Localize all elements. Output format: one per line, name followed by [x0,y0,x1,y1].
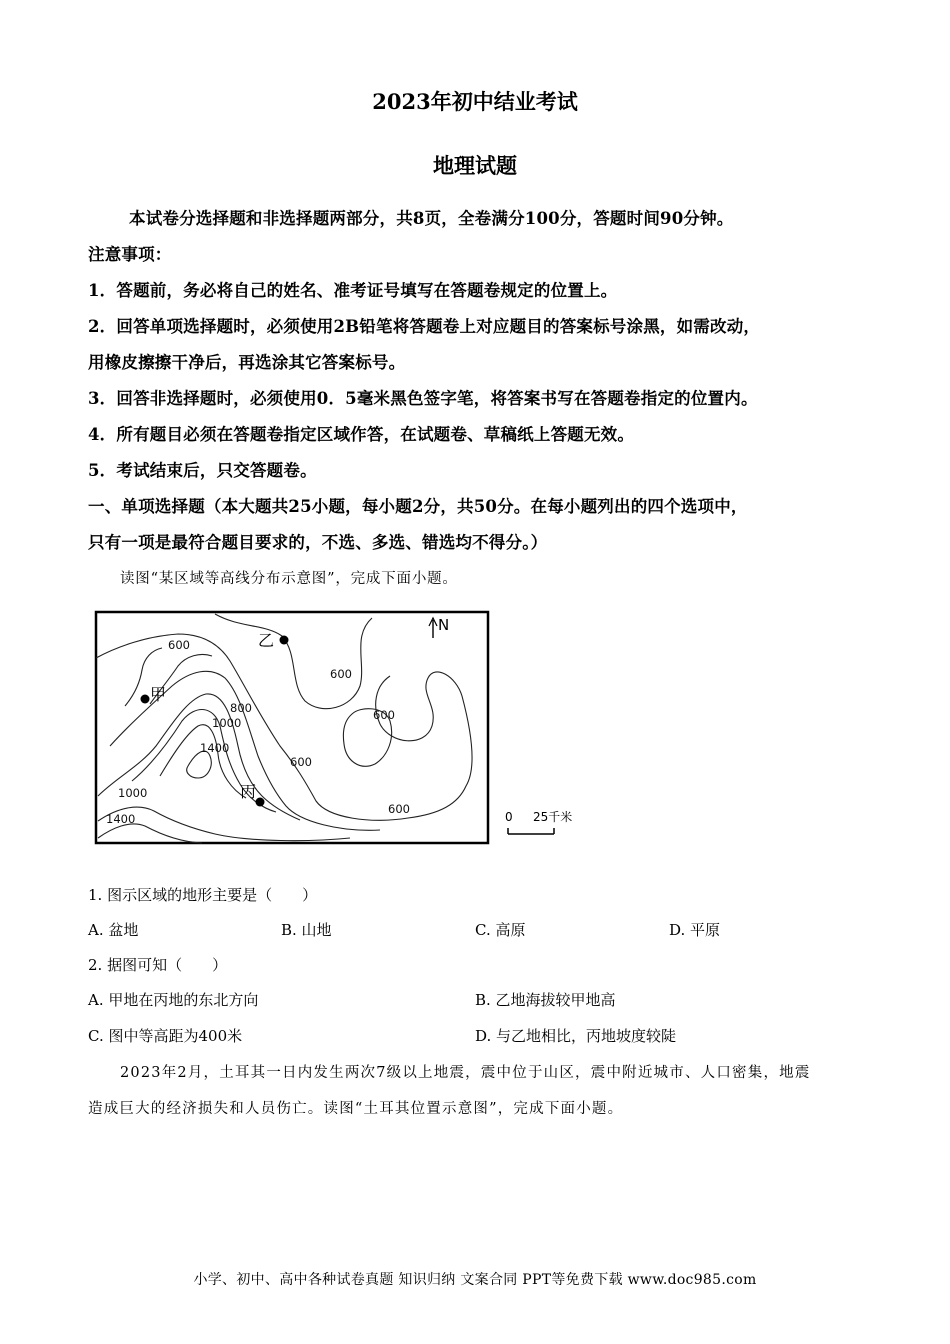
label-1400-a: 1400 [200,741,230,755]
scale-zero: 0 [505,810,513,824]
question-1-stem: 1. 图示区域的地形主要是（ ） [88,886,318,904]
question-2-option-a[interactable]: A. 甲地在丙地的东北方向 [88,991,259,1009]
label-1000-b: 1000 [118,786,148,800]
question-1-option-c[interactable]: C. 高原 [475,921,526,939]
notice-item-2-line-2: 用橡皮擦擦干净后，再选涂其它答案标号。 [88,353,406,372]
notice-item-4: 4．所有题目必须在答题卷指定区域作答，在试题卷、草稿纸上答题无效。 [88,425,635,444]
label-600-c: 600 [373,708,395,722]
question-2-option-d[interactable]: D. 与乙地相比，丙地坡度较陡 [475,1027,677,1045]
place-bing-label: 丙 [240,782,257,801]
place-yi-label: 乙 [258,631,275,650]
place-bing-dot [256,798,265,807]
notice-item-2-line-1: 2．回答单项选择题时，必须使用2B铅笔将答题卷上对应题目的答案标号涂黑，如需改动， [88,317,761,336]
label-1400-b: 1400 [106,812,136,826]
page-footer: 小学、初中、高中各种试卷真题 知识归纳 文案合同 PPT等免费下载 www.doc985.com [193,1272,757,1288]
question-1-option-a[interactable]: A. 盆地 [88,921,139,939]
notice-item-1: 1．答题前，务必将自己的姓名、准考证号填写在答题卷规定的位置上。 [88,281,618,300]
section-heading-line-1: 一、单项选择题（本大题共25小题，每小题2分，共50分。在每小题列出的四个选项中， [88,497,748,516]
notice-item-5: 5．考试结束后，只交答题卷。 [88,461,317,480]
passage-line-2: 造成巨大的经济损失和人员伤亡。读图“土耳其位置示意图”，完成下面小题。 [88,1101,624,1117]
label-600-e: 600 [388,802,410,816]
question-2-option-b[interactable]: B. 乙地海拔较甲地高 [475,991,616,1009]
question-2-option-c[interactable]: C. 图中等高距为400米 [88,1027,243,1045]
notice-heading: 注意事项： [88,245,172,264]
question-1-option-d[interactable]: D. 平原 [669,921,721,939]
north-label: N [438,616,450,634]
exam-subject: 地理试题 [433,153,517,178]
intro-text: 本试卷分选择题和非选择题两部分，共8页，全卷满分100分，答题时间90分钟。 [129,209,734,228]
notice-item-3: 3．回答非选择题时，必须使用0．5毫米黑色签字笔，将答案书写在答题卷指定的位置内。 [88,389,758,408]
section-heading-line-2: 只有一项是最符合题目要求的，不选、多选、错选均不得分。） [88,533,548,552]
label-600-b: 600 [330,667,352,681]
question-1-option-b[interactable]: B. 山地 [281,921,332,939]
passage-line-1: 2023年2月，土耳其一日内发生两次7级以上地震，震中位于山区，震中附近城市、人口密集，地震 [120,1065,811,1081]
place-jia-label: 甲 [150,685,167,704]
map-intro: 读图“某区域等高线分布示意图”，完成下面小题。 [120,571,458,587]
scale-distance: 25千米 [533,810,573,824]
question-2-stem: 2. 据图可知（ ） [88,956,228,974]
contour-map [90,606,590,851]
label-600-a: 600 [168,638,190,652]
place-yi-dot [280,636,289,645]
label-600-d: 600 [290,755,312,769]
exam-title: 2023年初中结业考试 [372,89,578,114]
label-800: 800 [230,701,252,715]
map-frame [96,612,488,843]
place-jia-dot [141,695,150,704]
label-1000-a: 1000 [212,716,242,730]
